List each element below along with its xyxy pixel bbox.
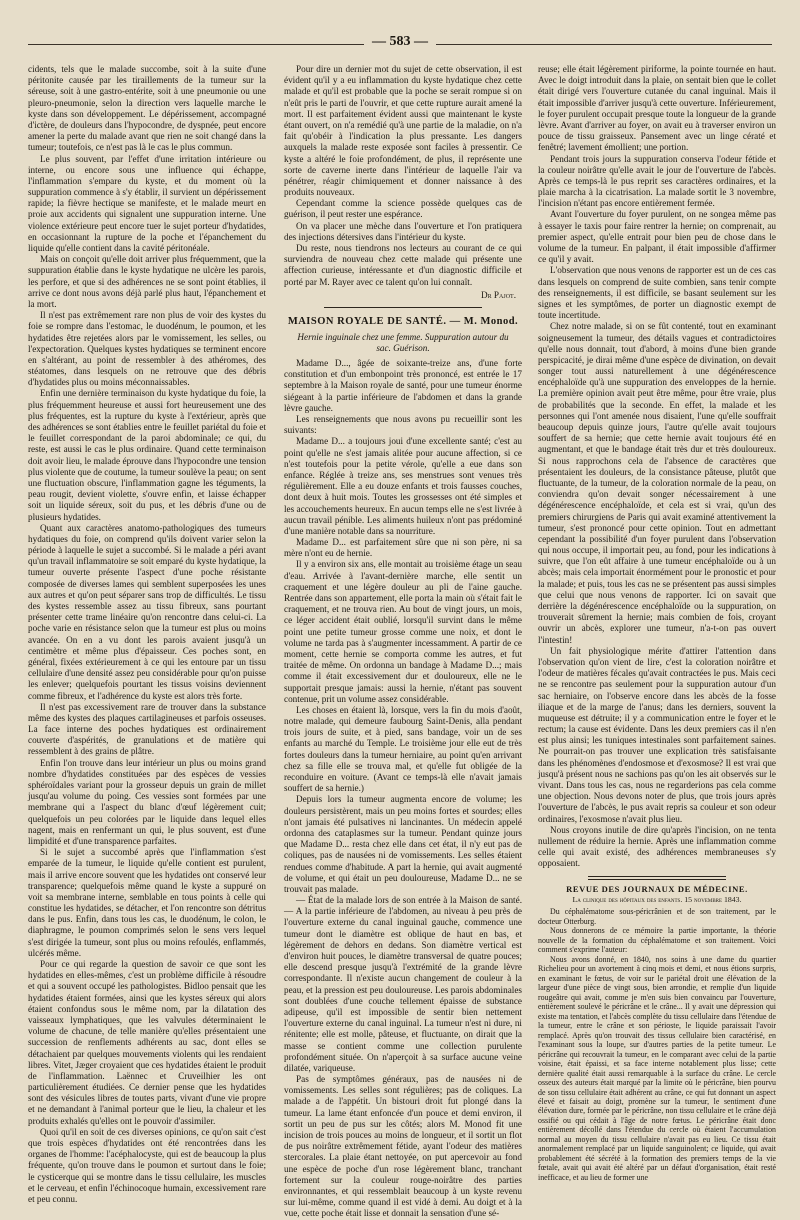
paragraph: Pas de symptômes généraux, pas de nausées ni de vomissements. Les selles sont régulières; pas de coliques. La malade a de l'appétit. Un bistouri droit fut plongé dans la tumeur. La lame étant enfoncée d'un pouce et demi environ, il sortit un peu de pus sur les côtés; alors M. Monod fit une incision de trois pouces au moins de longueur, et il sortit un flot de pus noirâtre extrêmement fétide, ayant l'odeur des matières stercorales. La plaie étant nettoyée, on put apercevoir au fond une espèce de poche d'un rose légèrement blanc, tranchant fortement sur la couleur rouge-noirâtre des parties environnantes, et qui ressemblait beaucoup à un kyste revenu sur lui-même, comme quand il est vidé à demi. Au doigt et à la vue, cette poche était lisse et donnait la sensation d'une sé-: [284, 1074, 522, 1219]
paragraph: Si le sujet a succombé après que l'inflammation s'est emparée de la tumeur, le liquide qu'elle contient est purulent, mais il arrive encore souvent que les hydatides ont conservé leur transparence; quelquefois même quand le kyste a suppuré on voit sa membrane interne, semblable en tous points à celle qui constitue les hydatides, se détacher, et l'on rencontre son détritus dans le pus. Enfin, dans tous les cas, le duodénum, le colon, le diaphragme, le poumon comprimés selon le sens vers lequel s'est dirigée la tumeur, sont plus ou moins refoulés, enflammés, ulcérés même.: [28, 847, 266, 958]
paragraph: Du reste, nous tiendrons nos lecteurs au courant de ce qui surviendra de nouveau chez cette malade qui présente une affection curieuse, intéressante et d'un diagnostic difficile et porté par M. Rayer avec ce talent qu'on lui connaît.: [284, 243, 522, 287]
paragraph: Nous avons donné, en 1840, nos soins à une dame du quartier Richelieu pour un avortement à cinq mois et demi, et nous étions surpris, en examinant le fœtus, de voir sur le pariétal droit une élévation de la largeur d'une pièce de vingt sous, bien arrondie, et remplie d'un liquide rougeâtre qui avait, comme je m'en suis bien convaincu par l'ouverture, entièrement soulevé le péricrâne et le crâne... Il y avait une dépression qui existe ma tentation, et l'abcès complète du tissu cellulaire dans l'étendue de la tumeur, entre le crâne et son périoste, le liquide paraissait l'avoir remplacé. Après qu'on trouvait des tissus cellulaire bien caractérisé, en l'examinant sous la loupe, sur d'autres parties de la petite tumeur. Le péricrâne qui recouvrait la tumeur, en le comparant avec celui de la partie voisine, était épaissi, et sa face interne notablement plus lisse; cette dernière qualité était aussi remarquable à la surface du crâne. Le cercle osseux des auteurs était marqué par la limite où le péricrâne, bien pourvu de son tissu cellulaire était adhérent au crâne, ce qui fut donnant un aspect élevé et faisait au doigt, promène sur la tumeur, le sentiment d'une élévation dure, formée par le péricrâne, non tissu cellulaire et le crâne déjà ossifié ou qui cédait à l'âge de notre fœtus. Le péricrâne était donc entièrement décollé dans l'étendue du cercle où étaient l'accumulation normal au moyen du tissu cellulaire n'avait pas eu lieu. Ce tissu était anormalement remplacé par un liquide sanguinolent; ce liquide, qui avait probablement été sécrété à la formation des premiers temps de la vie fœtale, avait qui avait été altéré par un défaut d'organisation, était resté inefficace, et au lieu de former une: [538, 954, 776, 1182]
section-divider: [324, 307, 482, 308]
paragraph: cidents, tels que le malade succombe, soit à la suite d'une péritonite causée par les tiraillements de la tumeur sur la séreuse, soit à une gastro-entérite, soit à une pneumonie ou une pleuro-pneumonie, selon la direction vers laquelle marche le kyste dans son développement. Le dépérissement, accompagné d'ictère, de douleurs dans l'hypocondre, de dyspnée, peut encore amener la perte du malade avant que rien ne soit changé dans la tumeur; toutefois, ce n'est pas là le cas le plus commun.: [28, 64, 266, 153]
paragraph: Les renseignements que nous avons pu recueillir sont les suivants:: [284, 414, 522, 436]
paragraph: Depuis lors la tumeur augmenta encore de volume; les douleurs persistèrent, mais un peu moins fortes et sourdes; elles n'ont jamais été pulsatives ni lancinantes. Un médecin appelé ordonna des cataplasmes sur la tumeur. Pendant quinze jours que Madame D... resta chez elle dans cet état, il n'y eut pas de coliques, pas de nausées ni de vomissements. Les selles étaient rendues comme d'habitude. A part la hernie, qui avait augmenté de volume, et qui était un peu douloureuse, Madame D... ne se trouvait pas malade.: [284, 794, 522, 894]
author-signature: Dr Pajot.: [480, 289, 516, 300]
page-header: [28, 34, 772, 54]
paragraph: — État de la malade lors de son entrée à la Maison de santé. — A la partie inférieure de l'abdomen, au niveau à peu près de l'ouverture externe du canal inguinal gauche, commence une tumeur dont le diamètre est oblique de haut en bas, et légèrement de dehors en dedans. Son diamètre vertical est d'environ huit pouces, le diamètre transversal de quatre pouces; elle descend presque jusqu'à l'extrémité de la grande lèvre correspondante. Il n'existe aucun changement de couleur à la peau, et la pression est peu douloureuse. Les parois abdominales sont doublées d'une couche tellement épaisse de substance adipeuse, qu'il est impossible de sentir bien nettement l'ouverture externe du canal inguinal. La tumeur n'est ni dure, ni rénitente; elle est molle, pâteuse, et fluctuante, on dirait que la masse se contient comme une collection purulente profondément située. On n'aperçoit à sa surface aucune veine dilatée, variqueuse.: [284, 895, 522, 1073]
paragraph: Quant aux caractères anatomo-pathologiques des tumeurs hydatiques du foie, on comprend qu'ils doivent varier selon la période à laquelle le sujet a succombé. Si le malade a péri avant qu'un travail inflammatoire se soit emparé du kyste hydatique, la tumeur ouverte présente l'aspect d'une poche résistante composée de diverses lames qui semblent superposées les unes aux autres et qu'on peut séparer sans trop de difficultés. Le tissu des kystes ressemble assez au tissu fibreux, sans pourtant présenter cette trame linéaire qu'on rencontre dans celui-ci. La poche varie en résistance selon que la tumeur est plus ou moins avancée. On en a vu dont les parois avaient jusqu'à un centimètre et même plus d'épaisseur. Ces poches sont, en général, fixées extérieurement à ce qui les entoure par un tissu cellulaire d'une densité assez peu considérable pour qu'on puisse les enlever; quelquefois pourtant les tissus voisins deviennent comme fibreux, et l'adhérence du kyste est alors très forte.: [28, 522, 266, 701]
review-rule-bottom: [588, 879, 726, 880]
review-title: REVUE DES JOURNAUX DE MÉDECINE.: [566, 883, 748, 894]
paragraph: Madame D..., âgée de soixante-treize ans, d'une forte constitution et d'un embonpoint très prononcé, est entrée le 17 septembre à la Maison royale de santé, pour une tumeur énorme siégeant à la partie inférieure de l'abdomen et dans la grande lèvre gauche.: [284, 358, 522, 413]
paragraph: Un fait physiologique mérite d'attirer l'attention dans l'observation qu'on vient de lire, c'est la coloration noirâtre et l'odeur de matières fécales qu'avait contractées le pus. Mais ceci ne se rencontre pas seulement pour la suppuration autour d'un sac herniaire, on l'observe encore dans les abcès de la fosse iliaque et de la marge de l'anus; dans les derniers, souvent la muqueuse est détruite; il y a communication entre le foyer et le rectum; la cause est évidente. Dans les deux premiers cas il n'en est plus ainsi; les tuniques intestinales sont parfaitement saines. Ne pourrait-on pas trouver une explication très satisfaisante dans les phénomènes d'endosmose et d'exosmose? Il est vrai que jusqu'à présent nous ne sachions pas qu'on les ait observés sur le vivant. Dans tous les cas, nous ne regarderions pas cela comme une objection. Nous devons noter de plus, que trois jours après l'ouverture de l'abcès, le pus avait repris sa couleur et son odeur ordinaires, l'exosmose n'avait plus lieu.: [538, 645, 776, 824]
column-left: [28, 64, 267, 1204]
paragraph: Enfin l'on trouve dans leur intérieur un plus ou moins grand nombre d'hydatides constituées par des espèces de vessies sphéroïdales variant pour la grosseur depuis un grain de millet jusqu'au volume du poing. Ces vessies sont formées par une membrane qui a l'aspect du blanc d'œuf légèrement cuit; quelquefois un peu colorées par le liquide dans lequel elles nagent, mais en renfermant un qui, le plus souvent, est d'une limpidité et d'une transparence parfaites.: [28, 757, 266, 846]
paragraph: Madame D... est parfaitement sûre que ni son père, ni sa mère n'ont eu de hernie.: [284, 537, 522, 559]
paragraph: Le plus souvent, par l'effet d'une irritation intérieure ou interne, ou encore sous une influence qui échappe, l'inflammation s'empare du kyste, et du moment où la suppuration commence à s'y établir, il survient un dépérissement rapide; la fièvre hectique se manifeste, et le malade meurt en proie aux accidents qui signalent une suppuration interne. Une violence extérieure peut encore tuer le sujet porteur d'hydatides, en occasionnant la rupture de la poche et l'épanchement du liquide qu'elle contient dans la cavité péritonéale.: [28, 153, 266, 253]
review-lead: Du céphalématome sous-péricrânien et de son traitement, par le docteur Otterburg.: [538, 907, 776, 926]
paragraph: Nous donnerons de ce mémoire la partie importante, la théorie nouvelle de la formation du céphalématome et son traitement. Voici comment s'exprime l'auteur:: [538, 926, 776, 955]
paragraph: Avant l'ouverture du foyer purulent, on ne songea même pas à essayer le taxis pour faire rentrer la hernie; on comprenait, au premier aspect, qu'elle entrait pour bien peu de chose dans le volume de la tumeur. En palpant, il était impossible d'affirmer ce qu'il y avait.: [538, 209, 776, 265]
paragraph: Les choses en étaient là, lorsque, vers la fin du mois d'août, notre malade, qui demeure faubourg Saint-Denis, alla pendant trois jours de suite, et à pied, sans bandage, voir un de ses enfants au marché du Temple. Le troisième jour elle eut de très fortes douleurs dans la tumeur herniaire, au point qu'en arrivant chez sa fille elle se trouva mal, et qu'elle fut obligée de la reconduire en voiture. (Avant ce temps-là elle n'avait jamais souffert de sa hernie.): [284, 704, 522, 794]
section-title: MAISON ROYALE DE SANTÉ. — M. Monod.: [287, 315, 519, 327]
paragraph: Pour dire un dernier mot du sujet de cette observation, il est évident qu'il y a eu inflammation du kyste hydatique chez cette malade et qu'il est probable que la poche se serait rompue si on n'eût pris le parti de l'ouvrir, et que cette rupture aurait amené la mort. Il est parfaitement évident aussi que maintenant le kyste étant ouvert, on n'a remédié qu'à une partie de la maladie, on n'a fait qu'obéir à l'indication la plus pressante. Les dangers auxquels la malade reste exposée sont faciles à pressentir. Ce kyste a altéré le foie profondément, de plus, il représente une sorte de caverne inerte dans l'intérieur de laquelle l'air va pénétrer, réagir chimiquement et donner naissance à des produits nouveaux.: [284, 64, 522, 198]
column-right: [538, 64, 776, 1182]
paragraph: Nous croyons inutile de dire qu'après l'incision, on ne tenta nullement de réduire la hernie. Après une inflammation comme celle qui avait existé, des adhérences membraneuses s'y opposaient.: [538, 824, 776, 869]
paragraph: Il y a environ six ans, elle montait au troisième étage un seau d'eau. Arrivée à l'avant-dernière marche, elle sentit un craquement et une légère douleur au pli de l'aine gauche. Rentrée dans son appartement, elle porta la main où s'était fait le craquement, et ne trouva rien. Au bout de vingt jours, un mois, ce léger accident était oublié, lorsqu'il survint dans le même point une petite tumeur grosse comme une noix, et dont le volume ne tarda pas à s'augmenter incessamment. A partir de ce moment, cette hernie se comporta comme les autres, et fut traitée de même. On ordonna un bandage à Madame D...; mais comme il était excessivement dur et douloureux, elle ne le supportait presque jamais: aussi la hernie, n'étant pas souvent contenue, prit un volume assez considérable.: [284, 559, 522, 704]
paragraph: L'observation que nous venons de rapporter est un de ces cas dans lesquels on comprend de suite combien, sans tenir compte des renseignements, il est difficile, se basant seulement sur les signes et les symptômes, de porter un diagnostic exempt de toute incertitude.: [538, 265, 776, 321]
paragraph: reuse; elle était légèrement piriforme, la pointe tournée en haut. Avec le doigt introduit dans la plaie, on sentait bien que le collet était dirigé vers l'ouverture cutanée du canal inguinal. Mais il était impossible d'arriver jusqu'à cette ouverture. Inférieurement, le foyer purulent occupait presque toute la longueur de la grande lèvre. Avant d'arriver au foyer, on avait eu à traverser environ un pouce de tissu graisseux. Pansement avec un linge cératé et fenêtré; lavement émollient; une portion.: [538, 64, 776, 153]
page-number: — 583 —: [364, 34, 436, 50]
review-rule-top: [588, 876, 726, 877]
paragraph: Il n'est pas extrêmement rare non plus de voir des kystes du foie se rompre dans l'estomac, le duodénum, le poumon, et les hydatides être rejetées alors par le vomissement, les selles, ou l'expectoration. Quelques kystes hydatiques se terminent encore en s'altérant, au point de ressembler à des athéromes, des stéatomes, dans lesquels on ne retrouve que des débris d'hydatides plus ou moins méconnaissables.: [28, 310, 266, 388]
paragraph: Il n'est pas excessivement rare de trouver dans la substance même des kystes des plaques cartilagineuses et parfois osseuses. La face interne des poches hydatiques est ordinairement couverte d'aspérités, de granulations et de matière qui ressemblent à des grains de plâtre.: [28, 701, 266, 757]
paragraph: Mais on conçoit qu'elle doit arriver plus fréquemment, que la suppuration établie dans le kyste hydatique ne ulcère les parois, les perfore, et que si des adhérences ne se sont point établies, il arrive ce dont nous avons déjà parlé plus haut, l'épanchement et la mort.: [28, 254, 266, 309]
paragraph: Quoi qu'il en soit de ces diverses opinions, ce qu'on sait c'est que trois espèces d'hydatides ont été rencontrées dans les organes de l'homme: l'acéphalocyste, qui est de beaucoup la plus fréquente, qu'on trouve dans le poumon et surtout dans le foie; le cysticerque qui se montre dans le tissu cellulaire, les muscles et le cerveau, et enfin l'échinocoque humain, excessivement rare et peu connu.: [28, 1126, 266, 1204]
paragraph: Enfin une dernière terminaison du kyste hydatique du foie, la plus fréquemment heureuse et aussi fort heureusement une des plus fréquentes, est la rupture du kyste à l'extérieur, après que des adhérences se sont établies entre le feuillet pariétal du foie et le feuillet correspondant de la paroi abdominale; ce qui, du reste, est aussi le cas le plus ordinaire. Quand cette terminaison doit avoir lieu, le malade éprouve dans l'hypocondre une tension plus violente que de coutume, la tumeur soulève la peau; on sent une fluctuation obscure, l'inflammation gagne les téguments, la peau rougit, devient violette, s'ouvre enfin, et laisse échapper soit un liquide séreux, soit du pus, et les débris d'une ou de plusieurs hydatides.: [28, 388, 267, 522]
paragraph: Chez notre malade, si on se fût contenté, tout en examinant soigneusement la tumeur, des détails vagues et contradictoires qu'elle nous donnait, tout d'abord, à moins d'une bien grande perspicacité, je dirai même d'une espèce de divination, on devait songer tout aussi naturellement à une dégénérescence encéphaloïde qu'à une suppuration des enveloppes de la hernie. La première opinion avait peut être même, pour être vraie, plus de probabilités que la seconde. En effet, la malade et les personnes qui l'ont amenée nous disaient, l'une qu'elle souffrait beaucoup depuis quinze jours, l'autre qu'elle avait toujours souffert de sa hernie; que cette hernie avait toujours été en augmentant, et que le bandage était très dur et très douloureux. Si nous rapprochons cela de l'absence de caractères que présentaient les douleurs, de la consistance pâteuse, plutôt que fluctuante, de la tumeur, de la coloration normale de la peau, on conviendra qu'on devait songer nécessairement à une dégénérescence encéphaloïde, et cela est si vrai, qu'un des premiers chirurgiens de Paris qui avait examiné attentivement la tumeur, s'est prononcé pour cette opinion. Tout en admettant cependant la possibilité d'un foyer purulent dans l'observation qui nous occupe, il importait peu, au fond, pour les indications à suivre, que l'on eût affaire à une tumeur encéphaloïde ou à un abcès; mais cela importait énormément pour le pronostic et pour la malade; et puis, tous les cas ne se présentent pas aussi simples que celui que nous venons de rapporter. Ici on savait que derrière la dégénérescence encéphaloïde ou la suppuration, on trouverait sûrement la hernie; mais combien de fois, croyant ouvrir un abcès, explorer une tumeur, n'a-t-on pas ouvert l'intestin!: [538, 321, 776, 645]
paragraph: On va placer une mèche dans l'ouverture et l'on pratiquera des injections détersives dans l'intérieur du kyste.: [284, 220, 522, 242]
paragraph: Madame D... a toujours joui d'une excellente santé; c'est au point qu'elle ne s'est jamais alitée pour aucune affection, si ce n'est toutefois pour la petite vérole, qu'elle a eue dans son enfance. Réglée à treize ans, ses menstrues sont venues très régulièrement. Elle a eu douze enfants et trois fausses couches, dont deux à huit mois. Toutes les grossesses ont été simples et les accouchements heureux. En aucun temps elle ne s'est livrée à aucun travail pénible. Les aliments huileux n'ont pas prédominé d'une manière notable dans sa nourriture.: [284, 436, 522, 536]
column-middle: [284, 64, 522, 1219]
section-subtitle: Hernie inguinale chez une femme. Suppuration autour du sac. Guérison.: [297, 331, 509, 353]
paragraph: Cependant comme la science possède quelques cas de guérison, il peut rester une espérance.: [284, 198, 522, 220]
paragraph: Pendant trois jours la suppuration conserva l'odeur fétide et la couleur noirâtre qu'elle avait le jour de l'ouverture de l'abcès. Après ce temps-là le pus reprit ses caractères ordinaires, et la plaie marcha à la cicatrisation. La malade sortit le 3 novembre, l'incision n'étant pas encore entièrement fermée.: [538, 153, 776, 209]
review-subtitle: La clinique des hôpitaux des enfants. 15 novembre 1843.: [572, 894, 742, 904]
paragraph: Pour ce qui regarde la question de savoir ce que sont les hydatides en elles-mêmes, c'est un problème difficile à résoudre et qui a souvent occupé les pathologistes. Bidloo pensait que les hydatides étaient formées, ainsi que les kystes séreux qui alors étaient confondus sous le même nom, par la dilatation des vaisseaux lymphatiques, que les valvules déterminaient le volume de chacune, de telle manière qu'elles présentaient une succession de renflements adhérents au sac, dont elles se détachaient par quelques mouvements violents qui les rendaient libres. Vitet, Jæger croyaient que ces hydatides étaient le produit de l'inflammation. Laënnec et Cruveilhier les ont particulièrement étudiées. Ce dernier pense que les hydatides sont des vésicules libres de toutes parts, vivant d'une vie propre et ne demandant à l'animal porteur que le lieu, la chaleur et les produits exhalés qu'elles ont le pouvoir d'assimiler.: [28, 959, 266, 1126]
